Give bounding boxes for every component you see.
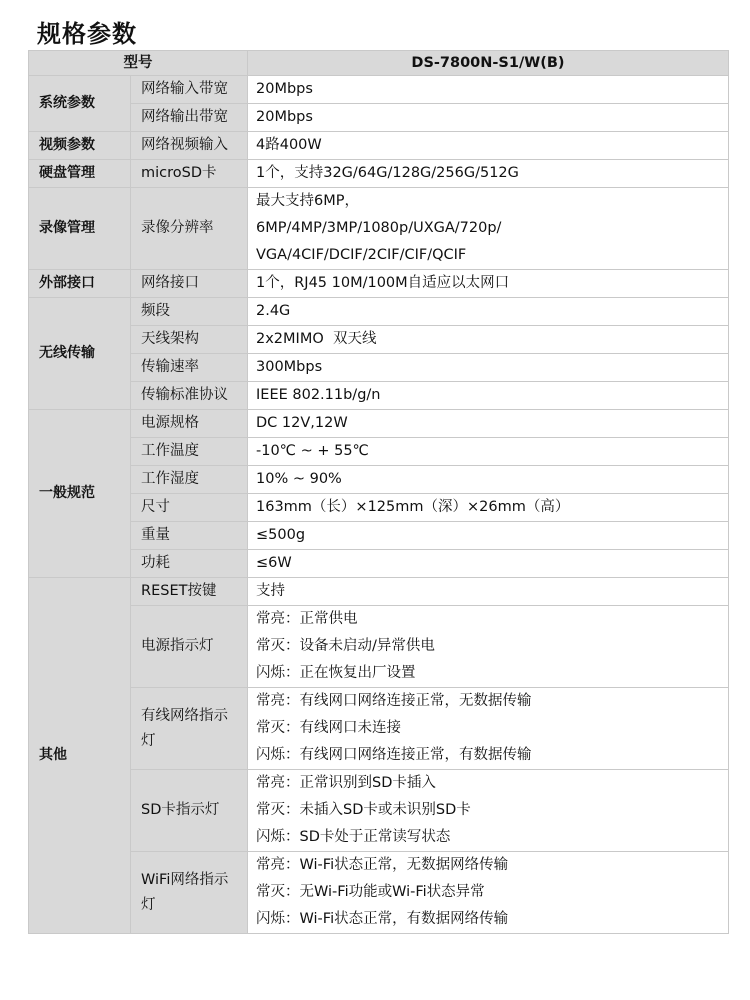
- value-line: 6MP/4MP/3MP/1080p/UXGA/720p/: [256, 220, 502, 236]
- value-line: 常灭：设备未启动/异常供电: [256, 638, 435, 654]
- table-row: [29, 688, 729, 770]
- table-row: [29, 160, 729, 188]
- value-line: 闪烁：有线网口网络连接正常，有数据传输: [256, 747, 532, 763]
- row-value: 20Mbps: [248, 104, 729, 132]
- row-value: ≤6W: [248, 550, 729, 578]
- value-line: 常灭：未插入SD卡或未识别SD卡: [256, 802, 471, 818]
- row-value: DC 12V,12W: [248, 410, 729, 438]
- row-label: microSD卡: [131, 160, 248, 188]
- category-record: 录像管理: [29, 188, 131, 270]
- table-row: [29, 354, 729, 382]
- row-value: [248, 852, 729, 934]
- table-row: [29, 770, 729, 852]
- table-row: [29, 76, 729, 104]
- value-line: 常灭：无Wi-Fi功能或Wi-Fi状态异常: [256, 884, 485, 900]
- model-value: DS-7800N-S1/W(B): [248, 51, 729, 76]
- table-row: [29, 410, 729, 438]
- row-value: [248, 188, 729, 270]
- value-line: 常亮：正常识别到SD卡插入: [256, 775, 436, 791]
- row-value: 163mm（长）×125mm（深）×26mm（高）: [248, 494, 729, 522]
- row-value: 4路400W: [248, 132, 729, 160]
- table-row: [29, 326, 729, 354]
- row-value: 300Mbps: [248, 354, 729, 382]
- value-line: 常亮：正常供电: [256, 611, 358, 627]
- row-label: SD卡指示灯: [131, 770, 248, 852]
- row-label: 功耗: [131, 550, 248, 578]
- value-line: 常亮：Wi-Fi状态正常，无数据网络传输: [256, 857, 509, 873]
- table-row: [29, 132, 729, 160]
- category-general: 一般规范: [29, 410, 131, 578]
- row-label: 工作湿度: [131, 466, 248, 494]
- table-row: [29, 382, 729, 410]
- row-value: IEEE 802.11b/g/n: [248, 382, 729, 410]
- row-label: 网络输出带宽: [131, 104, 248, 132]
- row-value: 1个，RJ45 10M/100M自适应以太网口: [248, 270, 729, 298]
- row-label: 传输标准协议: [131, 382, 248, 410]
- table-row: [29, 438, 729, 466]
- table-row: [29, 494, 729, 522]
- model-label: 型号: [29, 51, 248, 76]
- row-label: 工作温度: [131, 438, 248, 466]
- row-value: 20Mbps: [248, 76, 729, 104]
- row-label: 传输速率: [131, 354, 248, 382]
- value-line: 常亮：有线网口网络连接正常，无数据传输: [256, 693, 532, 709]
- row-value: 支持: [248, 578, 729, 606]
- table-row: [29, 188, 729, 270]
- row-value: 2.4G: [248, 298, 729, 326]
- category-other: 其他: [29, 578, 131, 934]
- value-line: 闪烁：SD卡处于正常读写状态: [256, 829, 451, 845]
- row-label: 电源规格: [131, 410, 248, 438]
- value-line: VGA/4CIF/DCIF/2CIF/CIF/QCIF: [256, 247, 467, 263]
- row-value: 2x2MIMO 双天线: [248, 326, 729, 354]
- value-line: 最大支持6MP，: [256, 193, 359, 209]
- value-line: 闪烁：Wi-Fi状态正常，有数据网络传输: [256, 911, 509, 927]
- row-value: [248, 606, 729, 688]
- row-label: 电源指示灯: [131, 606, 248, 688]
- table-row: [29, 606, 729, 688]
- category-interface: 外部接口: [29, 270, 131, 298]
- table-row: [29, 104, 729, 132]
- row-label: 网络接口: [131, 270, 248, 298]
- category-disk: 硬盘管理: [29, 160, 131, 188]
- table-row: [29, 852, 729, 934]
- row-value: [248, 770, 729, 852]
- row-label: 重量: [131, 522, 248, 550]
- table-row: [29, 298, 729, 326]
- table-row: [29, 466, 729, 494]
- row-label: 天线架构: [131, 326, 248, 354]
- page-title: 规格参数: [37, 20, 137, 48]
- row-label: 网络视频输入: [131, 132, 248, 160]
- row-label: 网络输入带宽: [131, 76, 248, 104]
- row-label: 有线网络指示灯: [131, 688, 248, 770]
- row-value: [248, 688, 729, 770]
- table-row: [29, 522, 729, 550]
- category-wireless: 无线传输: [29, 298, 131, 410]
- table-row: [29, 550, 729, 578]
- row-label: RESET按键: [131, 578, 248, 606]
- row-value: 1个，支持32G/64G/128G/256G/512G: [248, 160, 729, 188]
- row-label: 录像分辨率: [131, 188, 248, 270]
- row-label: 尺寸: [131, 494, 248, 522]
- value-line: 常灭：有线网口未连接: [256, 720, 401, 736]
- spec-table: [28, 50, 729, 934]
- category-video: 视频参数: [29, 132, 131, 160]
- row-value: 10% ~ 90%: [248, 466, 729, 494]
- row-label: WiFi网络指示灯: [131, 852, 248, 934]
- row-value: ≤500g: [248, 522, 729, 550]
- category-system: 系统参数: [29, 76, 131, 132]
- row-label: 频段: [131, 298, 248, 326]
- row-value: -10℃ ~ + 55℃: [248, 438, 729, 466]
- table-row: [29, 270, 729, 298]
- table-row: [29, 578, 729, 606]
- value-line: 闪烁：正在恢复出厂设置: [256, 665, 416, 681]
- table-header-row: [29, 51, 729, 76]
